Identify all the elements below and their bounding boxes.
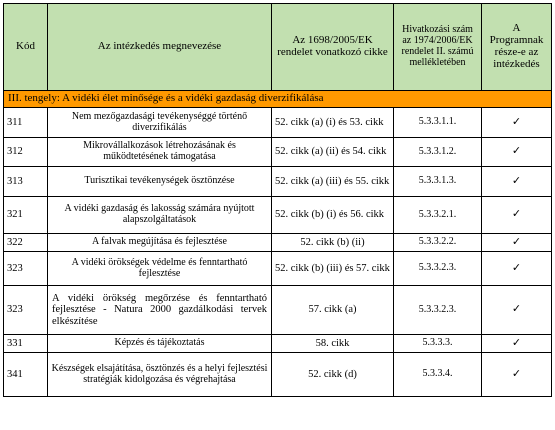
reference-number: 5.3.3.2.3.	[394, 286, 482, 335]
section-row	[4, 91, 552, 108]
checkmark-icon: ✓	[482, 286, 552, 335]
header-row	[4, 4, 552, 91]
regulation-article: 52. cikk (a) (i) és 53. cikk	[272, 108, 394, 138]
header-in-programme: A Programnak része-e az intézkedés	[482, 4, 552, 91]
reference-number: 5.3.3.1.3.	[394, 167, 482, 197]
checkmark-icon: ✓	[482, 234, 552, 252]
measure-name: A vidéki örökség megőrzése és fenntartható fejlesztése - Natura 2000 gazdálkodási tervek elkészítése	[48, 286, 272, 335]
checkmark-icon: ✓	[482, 167, 552, 197]
table-row	[4, 138, 552, 167]
regulation-article: 52. cikk (b) (ii)	[272, 234, 394, 252]
measures-table	[3, 3, 552, 397]
measure-name: Képzés és tájékoztatás	[48, 335, 272, 353]
table-row	[4, 108, 552, 138]
measure-code: 311	[4, 108, 48, 138]
reference-number: 5.3.3.4.	[394, 353, 482, 397]
regulation-article: 57. cikk (a)	[272, 286, 394, 335]
measure-code: 323	[4, 286, 48, 335]
measure-name: Turisztikai tevékenységek ösztönzése	[48, 167, 272, 197]
table-row	[4, 286, 552, 335]
regulation-article: 52. cikk (a) (ii) és 54. cikk	[272, 138, 394, 167]
regulation-article: 52. cikk (b) (iii) és 57. cikk	[272, 252, 394, 286]
regulation-article: 52. cikk (d)	[272, 353, 394, 397]
measure-name: A vidéki örökségek védelme és fenntartható fejlesztése	[48, 252, 272, 286]
reference-number: 5.3.3.1.2.	[394, 138, 482, 167]
checkmark-icon: ✓	[482, 138, 552, 167]
table-row	[4, 252, 552, 286]
measure-name: Készségek elsajátítása, ösztönzés és a helyi fejlesztési stratégiák kidolgozása és végrehajtása	[48, 353, 272, 397]
measure-code: 323	[4, 252, 48, 286]
measure-name: Mikrovállalkozások létrehozásának és működtetésének támogatása	[48, 138, 272, 167]
reference-number: 5.3.3.3.	[394, 335, 482, 353]
section-title: III. tengely: A vidéki élet minősége és a vidéki gazdaság diverzifikálása	[4, 91, 552, 108]
table-row	[4, 234, 552, 252]
header-reference-1974: Hivatkozási szám az 1974/2006/EK rendelet II. számú mellékletében	[394, 4, 482, 91]
regulation-article: 52. cikk (b) (i) és 56. cikk	[272, 197, 394, 234]
regulation-article: 58. cikk	[272, 335, 394, 353]
measure-name: A vidéki gazdaság és lakosság számára nyújtott alapszolgáltatások	[48, 197, 272, 234]
measure-code: 341	[4, 353, 48, 397]
header-code: Kód	[4, 4, 48, 91]
reference-number: 5.3.3.2.3.	[394, 252, 482, 286]
checkmark-icon: ✓	[482, 252, 552, 286]
reference-number: 5.3.3.2.1.	[394, 197, 482, 234]
measure-name: A falvak megújítása és fejlesztése	[48, 234, 272, 252]
table-row	[4, 167, 552, 197]
checkmark-icon: ✓	[482, 108, 552, 138]
header-regulation-1698: Az 1698/2005/EK rendelet vonatkozó cikke	[272, 4, 394, 91]
table-row	[4, 197, 552, 234]
measure-code: 313	[4, 167, 48, 197]
measure-code: 321	[4, 197, 48, 234]
table-row	[4, 353, 552, 397]
header-name: Az intézkedés megnevezése	[48, 4, 272, 91]
measure-code: 331	[4, 335, 48, 353]
reference-number: 5.3.3.2.2.	[394, 234, 482, 252]
checkmark-icon: ✓	[482, 197, 552, 234]
checkmark-icon: ✓	[482, 353, 552, 397]
regulation-article: 52. cikk (a) (iii) és 55. cikk	[272, 167, 394, 197]
measure-name: Nem mezőgazdasági tevékenységgé történő diverzifikálás	[48, 108, 272, 138]
reference-number: 5.3.3.1.1.	[394, 108, 482, 138]
measure-code: 312	[4, 138, 48, 167]
table-row	[4, 335, 552, 353]
measure-code: 322	[4, 234, 48, 252]
checkmark-icon: ✓	[482, 335, 552, 353]
